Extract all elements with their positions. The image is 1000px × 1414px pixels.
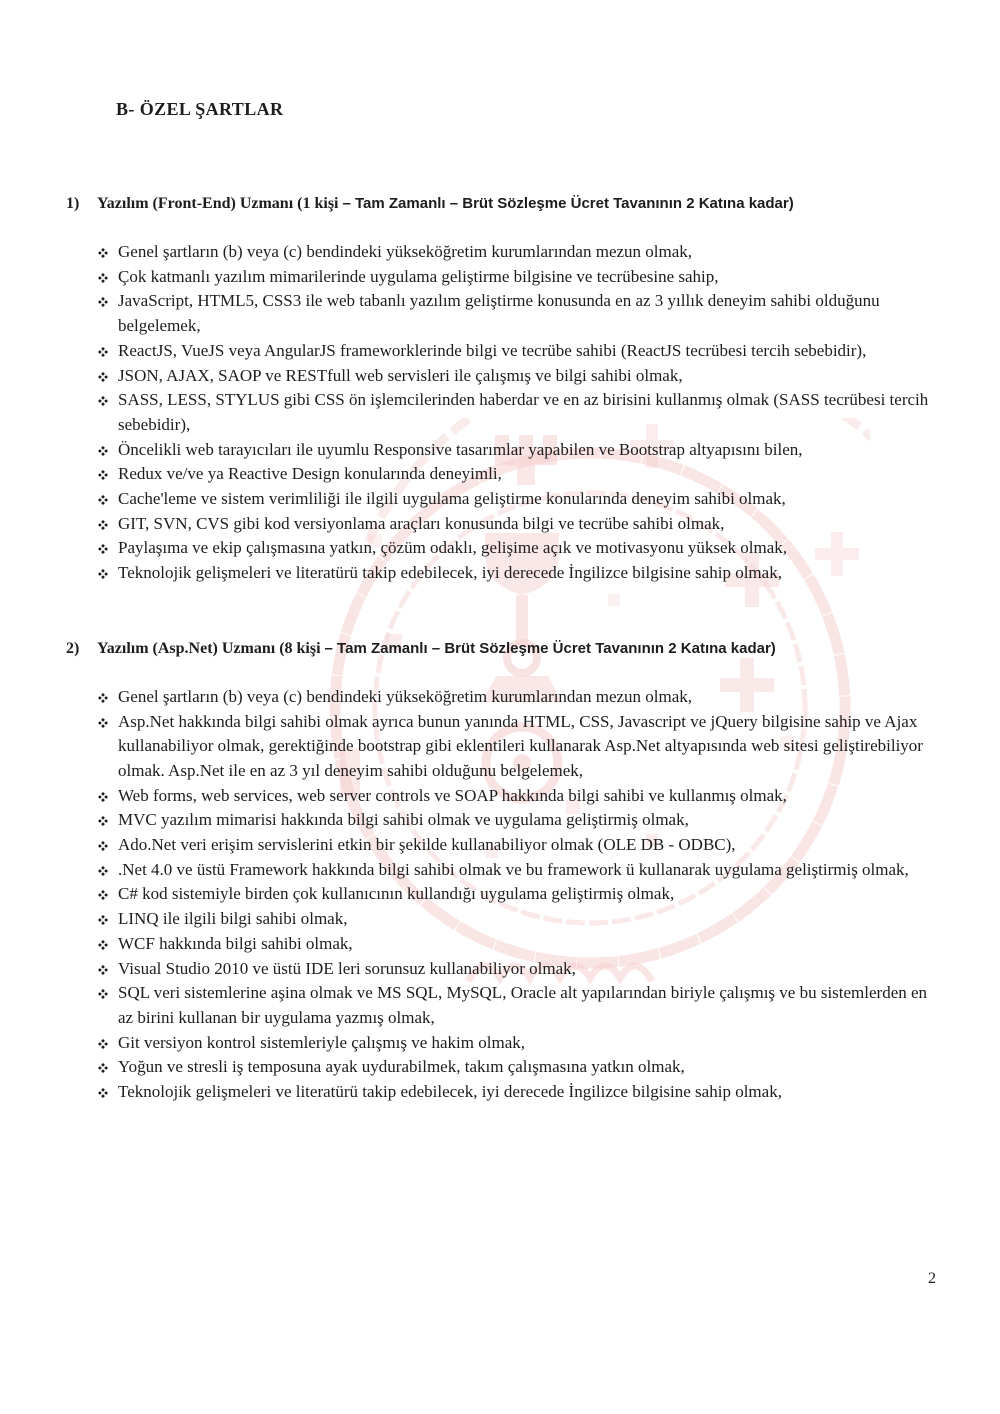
four-diamond-bullet-icon [98, 388, 118, 437]
four-diamond-bullet-icon [98, 685, 118, 710]
section-title-detail: – Tam Zamanlı – Brüt Sözleşme Ücret Tavanının 2 Katına kadar) [324, 639, 776, 657]
requirement-text: C# kod sistemiyle birden çok kullanıcının kullandığı uygulama geliştirmiş olmak, [118, 884, 675, 904]
four-diamond-bullet-glyph [98, 890, 108, 900]
four-diamond-bullet-icon [98, 265, 118, 290]
four-diamond-bullet-icon [98, 561, 118, 586]
four-diamond-bullet-glyph [98, 544, 108, 554]
requirement-item [98, 339, 936, 364]
four-diamond-bullet-icon [98, 833, 118, 858]
four-diamond-bullet-glyph [98, 297, 108, 307]
requirement-item [98, 882, 936, 907]
requirement-item [98, 512, 936, 537]
four-diamond-bullet-glyph [98, 718, 108, 728]
requirement-item [98, 957, 936, 982]
four-diamond-bullet-glyph [98, 866, 108, 876]
requirement-text: .Net 4.0 ve üstü Framework hakkında bilgi sahibi olmak ve bu framework ü kullanarak uygulama geliştirmiş olmak, [118, 859, 909, 879]
four-diamond-bullet-icon [98, 240, 118, 265]
section-title [97, 193, 794, 214]
four-diamond-bullet-icon [98, 438, 118, 463]
four-diamond-bullet-glyph [98, 693, 108, 703]
requirement-item [98, 388, 936, 437]
requirements-list [98, 240, 936, 586]
requirement-text: JavaScript, HTML5, CSS3 ile web tabanlı yazılım geliştirme konusunda en az 3 yıllık deneyim sahibi olduğunu belgelemek, [118, 291, 880, 336]
requirement-item [98, 1055, 936, 1080]
four-diamond-bullet-glyph [98, 940, 108, 950]
four-diamond-bullet-icon [98, 710, 118, 784]
four-diamond-bullet-glyph [98, 1039, 108, 1049]
requirement-item [98, 438, 936, 463]
requirement-item [98, 462, 936, 487]
requirement-text: SASS, LESS, STYLUS gibi CSS ön işlemcilerinden haberdar ve en az birisini kullanmış olmak (SASS tecrübesi tercih sebebidir), [118, 390, 929, 434]
section-title-main: Yazılım (Front-End) Uzmanı (1 kişi [97, 195, 343, 212]
requirement-item [98, 981, 936, 1030]
requirement-item [98, 1031, 936, 1056]
requirement-text: MVC yazılım mimarisi hakkında bilgi sahibi olmak ve uygulama geliştirmiş olmak, [118, 810, 689, 830]
requirement-text: Paylaşıma ve ekip çalışmasına yatkın, çözüm odaklı, gelişime açık ve motivasyonu yüksek olmak, [118, 538, 787, 558]
four-diamond-bullet-icon [98, 1055, 118, 1080]
four-diamond-bullet-icon [98, 808, 118, 833]
four-diamond-bullet-icon [98, 364, 118, 389]
four-diamond-bullet-icon [98, 289, 118, 338]
four-diamond-bullet-icon [98, 932, 118, 957]
requirement-text: ReactJS, VueJS veya AngularJS frameworklerinde bilgi ve tecrübe sahibi (ReactJS tecrübesi tercih sebebidir), [118, 340, 867, 360]
four-diamond-bullet-glyph [98, 273, 108, 283]
requirement-text: Redux ve/ve ya Reactive Design konularında deneyimli, [118, 464, 502, 484]
four-diamond-bullet-glyph [98, 446, 108, 456]
requirement-item [98, 932, 936, 957]
four-diamond-bullet-icon [98, 907, 118, 932]
sections [66, 193, 936, 1105]
section-2 [66, 638, 936, 1105]
page-number: 2 [928, 1270, 936, 1287]
four-diamond-bullet-glyph [98, 248, 108, 258]
section-number: 1) [66, 195, 80, 212]
requirement-item [98, 289, 936, 338]
four-diamond-bullet-glyph [98, 520, 108, 530]
requirement-item [98, 858, 936, 883]
four-diamond-bullet-glyph [98, 841, 108, 851]
requirement-text: Çok katmanlı yazılım mimarilerinde uygulama geliştirme bilgisine ve tecrübesine sahip, [118, 266, 719, 286]
four-diamond-bullet-glyph [98, 1088, 108, 1098]
four-diamond-bullet-icon [98, 512, 118, 537]
requirement-text: Öncelikli web tarayıcıları ile uyumlu Responsive tasarımlar yapabilen ve Bootstrap altyapısını bilen, [118, 439, 803, 459]
section-heading [66, 638, 936, 659]
requirements-list [98, 685, 936, 1105]
requirement-item [98, 808, 936, 833]
section-title-detail: – Tam Zamanlı – Brüt Sözleşme Ücret Tavanının 2 Katına kadar) [342, 195, 794, 212]
requirement-item [98, 265, 936, 290]
four-diamond-bullet-glyph [98, 372, 108, 382]
requirement-item [98, 784, 936, 809]
four-diamond-bullet-glyph [98, 965, 108, 975]
requirement-text: LINQ ile ilgili bilgi sahibi olmak, [118, 909, 348, 929]
section-1 [66, 193, 936, 586]
requirement-item [98, 907, 936, 932]
four-diamond-bullet-icon [98, 784, 118, 809]
document-title: B- ÖZEL ŞARTLAR [116, 99, 284, 119]
requirement-text: Visual Studio 2010 ve üstü IDE leri sorunsuz kullanabiliyor olmak, [118, 958, 576, 978]
section-title [97, 638, 776, 659]
requirement-item [98, 685, 936, 710]
four-diamond-bullet-glyph [98, 495, 108, 505]
requirement-item [98, 364, 936, 389]
requirement-text: Yoğun ve stresli iş temposuna ayak uydurabilmek, takım çalışmasına yatkın olmak, [118, 1057, 685, 1077]
four-diamond-bullet-glyph [98, 1063, 108, 1073]
four-diamond-bullet-icon [98, 339, 118, 364]
four-diamond-bullet-glyph [98, 470, 108, 480]
requirement-item [98, 487, 936, 512]
requirement-text: GIT, SVN, CVS gibi kod versiyonlama araçları konusunda bilgi ve tecrübe sahibi olmak, [118, 513, 725, 533]
requirement-item [98, 536, 936, 561]
four-diamond-bullet-icon [98, 1080, 118, 1105]
four-diamond-bullet-icon [98, 536, 118, 561]
requirement-text: Genel şartların (b) veya (c) bendindeki yükseköğretim kurumlarından mezun olmak, [118, 242, 693, 261]
section-title-main: Yazılım (Asp.Net) Uzmanı (8 kişi [97, 639, 325, 657]
four-diamond-bullet-glyph [98, 347, 108, 357]
four-diamond-bullet-icon [98, 858, 118, 883]
requirement-item [98, 1080, 936, 1105]
requirement-text: SQL veri sistemlerine aşina olmak ve MS SQL, MySQL, Oracle alt yapılarından biriyle çalışmış ve bu sistemlerden en az birini kullanan bir uygulama yazmış olmak, [118, 983, 928, 1027]
requirement-text: Git versiyon kontrol sistemleriyle çalışmış ve hakim olmak, [118, 1032, 525, 1052]
requirement-text: JSON, AJAX, SAOP ve RESTfull web servisleri ile çalışmış ve bilgi sahibi olmak, [118, 365, 683, 385]
requirement-text: Teknolojik gelişmeleri ve literatürü takip edebilecek, iyi derecede İngilizce bilgisine sahip olmak, [118, 1082, 782, 1102]
four-diamond-bullet-icon [98, 981, 118, 1030]
four-diamond-bullet-icon [98, 487, 118, 512]
section-heading [66, 193, 936, 214]
requirement-text: Genel şartların (b) veya (c) bendindeki yükseköğretim kurumlarından mezun olmak, [118, 686, 693, 706]
requirement-text: Web forms, web services, web server controls ve SOAP hakkında bilgi sahibi ve kullanmış olmak, [118, 785, 787, 805]
four-diamond-bullet-icon [98, 462, 118, 487]
section-number: 2) [66, 639, 80, 657]
four-diamond-bullet-glyph [98, 569, 108, 579]
requirement-text: Teknolojik gelişmeleri ve literatürü takip edebilecek, iyi derecede İngilizce bilgisine sahip olmak, [118, 563, 782, 583]
four-diamond-bullet-glyph [98, 989, 108, 999]
four-diamond-bullet-glyph [98, 915, 108, 925]
requirement-text: WCF hakkında bilgi sahibi olmak, [118, 933, 353, 953]
four-diamond-bullet-glyph [98, 816, 108, 826]
requirement-text: Asp.Net hakkında bilgi sahibi olmak ayrıca bunun yanında HTML, CSS, Javascript ve jQuery bilgisine sahip ve Ajax kullanabiliyor olmak, gerektiğinde bootstrap gibi eklentileri kullanarak Asp.Net altyapısında web sitesi geliştirebiliyor olmak. Asp.Net ile en az 3 yıl deneyim sahibi olduğunu belgelemek, [118, 711, 923, 780]
four-diamond-bullet-icon [98, 1031, 118, 1056]
four-diamond-bullet-icon [98, 957, 118, 982]
four-diamond-bullet-glyph [98, 396, 108, 406]
four-diamond-bullet-glyph [98, 792, 108, 802]
requirement-text: Ado.Net veri erişim servislerini etkin bir şekilde kullanabiliyor olmak (OLE DB - ODBC), [118, 835, 736, 855]
requirement-item [98, 240, 936, 265]
requirement-item [98, 561, 936, 586]
four-diamond-bullet-icon [98, 882, 118, 907]
requirement-item [98, 833, 936, 858]
requirement-text: Cache'leme ve sistem verimliliği ile ilgili uygulama geliştirme konularında deneyim sahibi olmak, [118, 489, 786, 509]
requirement-item [98, 710, 936, 784]
